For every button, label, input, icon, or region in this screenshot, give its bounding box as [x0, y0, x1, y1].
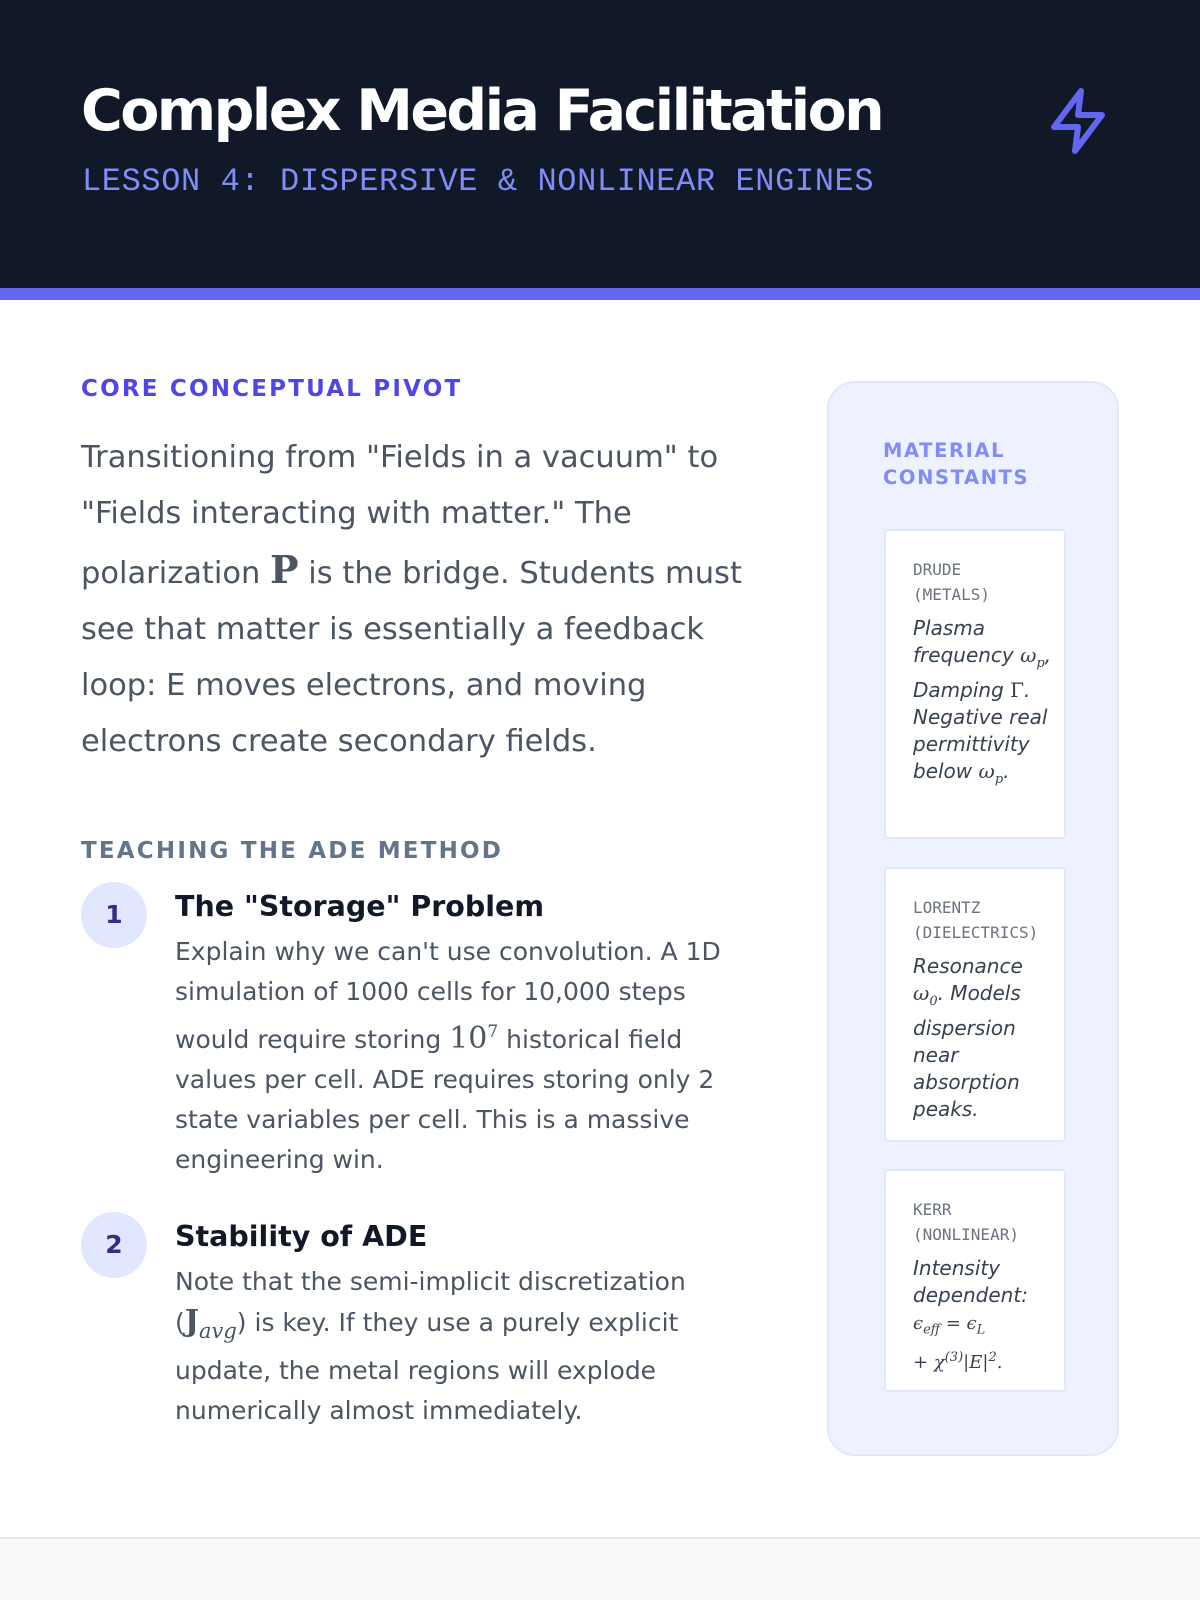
omega-symbol: ω [913, 981, 930, 1005]
epsilon-subscript: eff [923, 1322, 940, 1338]
step-title: Stability of ADE [175, 1220, 428, 1253]
j-symbol: J [184, 1304, 199, 1339]
pivot-text-part-1: Transitioning from "Fields in a vacuum" to "Fields interacting with matter." The polarization [81, 440, 719, 591]
card-drude [884, 529, 1066, 839]
math-omega-p [1020, 643, 1045, 671]
page-footer [0, 1537, 1200, 1600]
card-title [913, 557, 1054, 607]
card-description [913, 615, 1054, 793]
card-text: . [1003, 759, 1010, 783]
power-exponent: 7 [487, 1022, 499, 1042]
math-omega-0 [913, 981, 938, 1009]
polarization-symbol: P [270, 547, 299, 592]
card-title-name: LORENTZ [913, 898, 981, 917]
chi-symbol: χ [933, 1351, 945, 1373]
page-title: Complex Media Facilitation [81, 78, 883, 144]
card-text: . Negative real permittivity below [913, 678, 1048, 783]
omega-symbol: ω [978, 759, 995, 783]
e-magnitude: |E| [963, 1351, 989, 1373]
step-text-part-2: ) is key. If they use a purely explicit update, the metal regions will explode numerically almost immediately. [175, 1308, 679, 1425]
epsilon-subscript: L [976, 1322, 986, 1338]
card-text: Intensity dependent: [913, 1256, 1028, 1307]
kerr-equation [913, 1313, 1002, 1373]
j-subscript: avg [198, 1319, 237, 1343]
omega-subscript: p [1036, 656, 1045, 671]
ade-steps [81, 890, 761, 1431]
step-description [175, 932, 745, 1180]
power-of-ten-expression [449, 1021, 498, 1056]
omega-symbol: ω [1020, 643, 1037, 667]
pivot-label: CORE CONCEPTUAL PIVOT [81, 376, 463, 402]
ade-label: TEACHING THE ADE METHOD [81, 838, 504, 864]
card-description [913, 1255, 1054, 1376]
equals-sign: = [940, 1313, 967, 1334]
card-description [913, 953, 1054, 1123]
material-constants-sidebar [827, 381, 1119, 1456]
power-base: 10 [449, 1021, 488, 1056]
card-title [913, 1197, 1054, 1247]
card-title-name: DRUDE [913, 560, 962, 579]
ade-section [81, 838, 761, 1431]
card-title-category: (METALS) [913, 585, 991, 604]
main-content [81, 376, 761, 1471]
card-text: , Damping [913, 643, 1052, 702]
step-number-badge: 1 [81, 882, 147, 948]
step-title: The "Storage" Problem [175, 890, 545, 923]
omega-subscript: p [994, 772, 1004, 787]
pivot-section [81, 376, 761, 770]
j-avg-symbol [184, 1304, 237, 1343]
card-title-name: KERR [913, 1200, 952, 1219]
lightning-bolt-icon [1042, 82, 1114, 160]
card-title [913, 895, 1054, 945]
sidebar-label: MATERIAL CONSTANTS [883, 439, 1030, 489]
epsilon-symbol: ϵ [966, 1313, 977, 1334]
card-title-category: (DIELECTRICS) [913, 923, 1039, 942]
step-stability [81, 1220, 761, 1431]
period: . [996, 1351, 1003, 1373]
card-kerr [884, 1169, 1066, 1392]
pivot-text [81, 430, 761, 770]
omega-subscript: 0 [929, 994, 938, 1009]
step-text-part-1: Explain why we can't use convolution. A 1D simulation of 1000 cells for 10,000 steps would require storing [175, 937, 721, 1054]
lesson-header [0, 0, 1200, 300]
step-number-badge: 2 [81, 1212, 147, 1278]
chi-superscript: (3) [944, 1349, 964, 1365]
card-text: . Models dispersion near absorption peaks. [913, 981, 1021, 1121]
step-text-part-1: Note that the semi-implicit discretization ( [175, 1267, 686, 1337]
math-omega-p [978, 759, 1004, 787]
card-text: Plasma frequency [913, 616, 1021, 667]
card-text: Resonance [913, 954, 1023, 978]
step-text-part-2: historical field values per cell. ADE requires storing only 2 state variables per cell. This is a massive engineering win. [175, 1025, 715, 1174]
math-gamma: Γ [1010, 678, 1025, 702]
lesson-subtitle: LESSON 4: DISPERSIVE & NONLINEAR ENGINES [82, 163, 875, 200]
plus-sign: + [913, 1351, 934, 1373]
step-storage-problem [81, 890, 761, 1180]
card-lorentz [884, 867, 1066, 1142]
step-description [175, 1262, 745, 1431]
e-exponent: 2 [988, 1349, 997, 1365]
epsilon-symbol: ϵ [913, 1313, 924, 1334]
pivot-text-part-2: is the bridge. Students must see that matter is essentially a feedback loop: E moves electrons, and moving electrons create secondary fields. [81, 556, 742, 759]
card-title-category: (NONLINEAR) [913, 1225, 1019, 1244]
